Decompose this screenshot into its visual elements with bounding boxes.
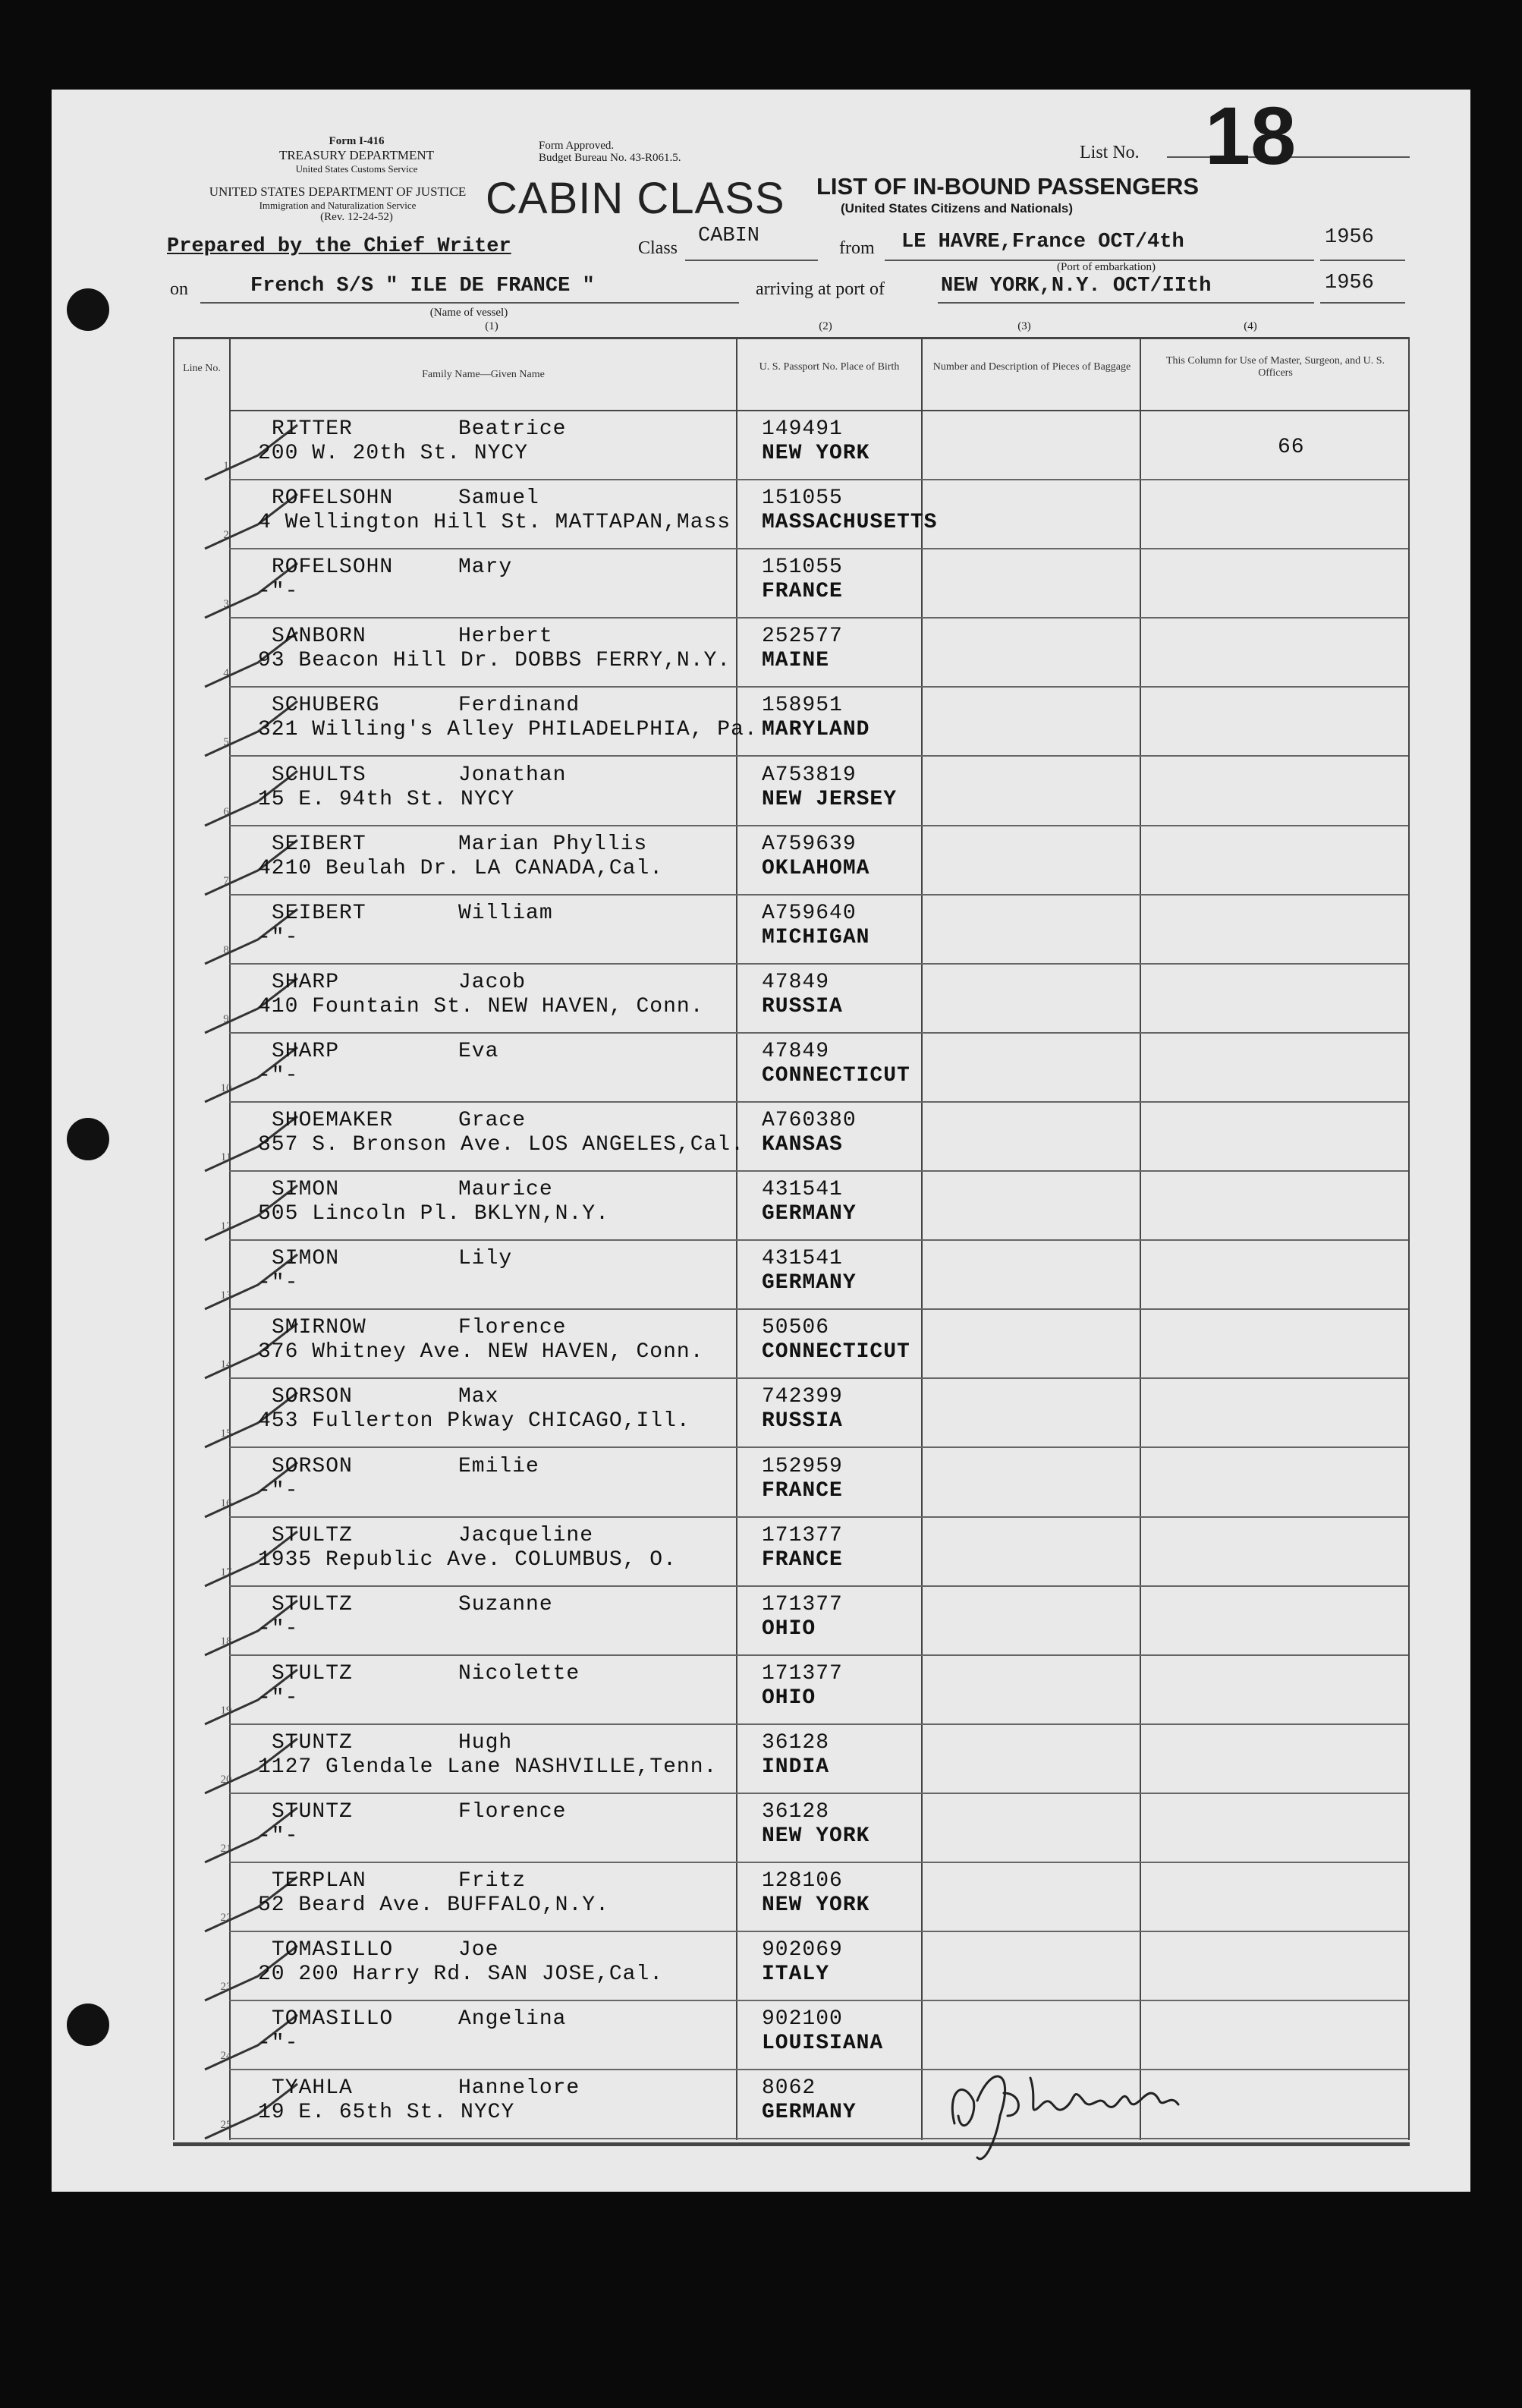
place-of-birth: RUSSIA (762, 994, 843, 1018)
place-of-birth: GERMANY (762, 1271, 857, 1295)
place-of-birth: CONNECTICUT (762, 1063, 910, 1088)
passport-number: 152959 (762, 1454, 843, 1478)
place-of-birth: RUSSIA (762, 1409, 843, 1434)
punch-hole (67, 288, 109, 331)
place-of-birth: CONNECTICUT (762, 1340, 910, 1365)
line-number: 23 (220, 1981, 232, 1994)
address: 321 Willing's Alley PHILADELPHIA, Pa. (258, 718, 758, 742)
line-number: 16 (220, 1497, 232, 1509)
family-name: SHARP (272, 1039, 340, 1063)
table-row (52, 1587, 1470, 1657)
class-label: Class (638, 238, 678, 258)
passport-number: A753819 (762, 763, 857, 787)
passport-number: 902100 (762, 2007, 843, 2032)
line-number: 2 (223, 529, 229, 542)
given-name: Emilie (458, 1454, 539, 1478)
on-label: on (170, 279, 188, 299)
given-name: Nicolette (458, 1661, 580, 1686)
passport-number: 171377 (762, 1661, 843, 1686)
family-name: SHOEMAKER (272, 1109, 394, 1132)
address: 4 Wellington Hill St. MATTAPAN,Mass (258, 511, 731, 535)
line-number: 10 (220, 1081, 232, 1094)
family-name: STUNTZ (272, 1800, 353, 1824)
family-name: SEIBERT (272, 832, 366, 856)
dept-immigration: Immigration and Naturalization Service (259, 200, 417, 211)
table-row (52, 896, 1470, 965)
place-of-birth: OHIO (762, 1686, 816, 1710)
given-name: Eva (458, 1039, 499, 1063)
col-num-1: (1) (485, 320, 498, 332)
table-row (52, 1518, 1470, 1588)
line-number: 15 (220, 1427, 232, 1440)
passport-number: 171377 (762, 1523, 843, 1547)
given-name: Lily (458, 1247, 513, 1271)
table-row (52, 1310, 1470, 1380)
table-row (52, 1794, 1470, 1864)
table-row (52, 965, 1470, 1034)
table-row (52, 619, 1470, 688)
line-number: 18 (220, 1635, 232, 1648)
given-name: Herbert (458, 625, 553, 649)
table-row (52, 1932, 1470, 2002)
address: 52 Beard Ave. BUFFALO,N.Y. (258, 1893, 609, 1918)
line-number: 13 (220, 1289, 232, 1302)
address: -"- (258, 925, 299, 949)
given-name: Jacob (458, 970, 527, 994)
address: 19 E. 65th St. NYCY (258, 2101, 515, 2125)
table-row (52, 2001, 1470, 2071)
family-name: SIMON (272, 1178, 340, 1202)
address: 4210 Beulah Dr. LA CANADA,Cal. (258, 856, 664, 880)
address: 376 Whitney Ave. NEW HAVEN, Conn. (258, 1340, 704, 1365)
table-bottom-rule (173, 2145, 1410, 2146)
table-row (52, 1103, 1470, 1173)
arrival-year: 1956 (1325, 272, 1374, 294)
passport-number: 158951 (762, 694, 843, 718)
dept-justice: UNITED STATES DEPARTMENT OF JUSTICE (209, 184, 467, 199)
list-title: LIST OF IN-BOUND PASSENGERS (816, 173, 1200, 200)
line-number: 12 (220, 1220, 232, 1233)
family-name: RITTER (272, 417, 353, 441)
place-of-birth: NEW JERSEY (762, 787, 898, 811)
table-row (52, 1449, 1470, 1519)
place-of-birth: INDIA (762, 1755, 830, 1779)
place-of-birth: MAINE (762, 649, 830, 673)
address: -"- (258, 1063, 299, 1088)
place-of-birth: KANSAS (762, 1133, 843, 1157)
table-row (52, 411, 1470, 481)
line-number: 20 (220, 1773, 232, 1786)
family-name: STULTZ (272, 1592, 353, 1616)
class-value: CABIN (698, 225, 760, 247)
family-name: ROFELSOHN (272, 556, 394, 580)
header-baggage: Number and Description of Pieces of Baggage (932, 361, 1131, 373)
address: 93 Beacon Hill Dr. DOBBS FERRY,N.Y. (258, 649, 731, 673)
given-name: Grace (458, 1109, 527, 1132)
header-name: Family Name—Given Name (422, 369, 545, 380)
list-no-label: List No. (1080, 143, 1140, 162)
family-name: SORSON (272, 1385, 353, 1409)
row-rule (229, 2138, 1408, 2139)
place-of-birth: NEW YORK (762, 442, 870, 465)
class-line (685, 260, 818, 261)
passport-number: 171377 (762, 1592, 843, 1616)
table-row (52, 2070, 1470, 2140)
given-name: Florence (458, 1800, 567, 1824)
table-row (52, 757, 1470, 827)
place-of-birth: ITALY (762, 1963, 830, 1987)
list-subtitle: (United States Citizens and Nationals) (841, 201, 1074, 216)
place-of-birth: GERMANY (762, 2101, 857, 2125)
passport-number: 50506 (762, 1316, 830, 1340)
place-of-birth: LOUISIANA (762, 2032, 884, 2056)
address: 15 E. 94th St. NYCY (258, 787, 515, 811)
passport-number: A759639 (762, 832, 857, 856)
passport-number: 128106 (762, 1869, 843, 1893)
address: 410 Fountain St. NEW HAVEN, Conn. (258, 994, 704, 1018)
place-of-birth: OHIO (762, 1616, 816, 1641)
family-name: ROFELSOHN (272, 486, 394, 511)
passport-number: 431541 (762, 1178, 843, 1202)
header-officers: This Column for Use of Master, Surgeon, and U. S. Officers (1165, 355, 1385, 379)
address: -"- (258, 1271, 299, 1295)
col-num-4: (4) (1244, 320, 1257, 332)
given-name: Jacqueline (458, 1523, 594, 1547)
line-number: 8 (223, 943, 229, 956)
year2-line (1320, 302, 1405, 304)
line-number: 6 (223, 805, 229, 818)
line-number: 14 (220, 1358, 232, 1371)
year1-line (1320, 260, 1405, 261)
passport-number: A759640 (762, 901, 857, 925)
form-approved: Form Approved. (539, 140, 615, 152)
table-row (52, 1863, 1470, 1933)
family-name: SHARP (272, 970, 340, 994)
family-name: SMIRNOW (272, 1316, 366, 1340)
address: -"- (258, 2032, 299, 2056)
table-row (52, 1172, 1470, 1242)
table-row (52, 1725, 1470, 1795)
family-name: SCHUBERG (272, 694, 380, 718)
address: 857 S. Bronson Ave. LOS ANGELES,Cal. (258, 1133, 744, 1157)
table-row (52, 1241, 1470, 1311)
family-name: TOMASILLO (272, 2007, 394, 2032)
signature (932, 2032, 1220, 2169)
header-passport: U. S. Passport No. Place of Birth (759, 361, 900, 373)
address: -"- (258, 1616, 299, 1641)
family-name: STULTZ (272, 1661, 353, 1686)
passenger-rows (52, 411, 1470, 2140)
vessel-note: (Name of vessel) (429, 307, 508, 319)
passport-number: 47849 (762, 1039, 830, 1063)
line-number: 22 (220, 1912, 232, 1925)
given-name: Hugh (458, 1730, 513, 1755)
address: -"- (258, 580, 299, 604)
line-number: 9 (223, 1012, 229, 1025)
line-number: 25 (220, 2119, 232, 2132)
given-name: Beatrice (458, 417, 567, 441)
given-name: Mary (458, 556, 513, 580)
table-row (52, 1034, 1470, 1103)
place-of-birth: MICHIGAN (762, 925, 870, 949)
given-name: William (458, 901, 553, 925)
address: 453 Fullerton Pkway CHICAGO,Ill. (258, 1409, 690, 1434)
address: 200 W. 20th St. NYCY (258, 442, 529, 465)
family-name: SANBORN (272, 625, 366, 649)
address: 1935 Republic Ave. COLUMBUS, O. (258, 1547, 677, 1572)
vessel-line (200, 302, 739, 304)
cabin-class-stamp: CABIN CLASS (486, 174, 785, 223)
family-name: TYAHLA (272, 2076, 353, 2101)
family-name: SORSON (272, 1454, 353, 1478)
given-name: Jonathan (458, 763, 567, 787)
embarkation-port: LE HAVRE,France OCT/4th (901, 231, 1184, 253)
arrival-port: NEW YORK,N.Y. OCT/IIth (941, 275, 1212, 297)
header-line-no: Line No. (183, 363, 221, 374)
address: 505 Lincoln Pl. BKLYN,N.Y. (258, 1202, 609, 1226)
line-number: 7 (223, 874, 229, 887)
given-name: Ferdinand (458, 694, 580, 718)
family-name: SEIBERT (272, 901, 366, 925)
line-number: 19 (220, 1704, 232, 1717)
family-name: TERPLAN (272, 1869, 366, 1893)
passport-number: 149491 (762, 417, 843, 441)
given-name: Angelina (458, 2007, 567, 2032)
budget-bureau: Budget Bureau No. 43-R061.5. (539, 152, 681, 164)
passport-number: 151055 (762, 486, 843, 511)
given-name: Max (458, 1385, 499, 1409)
table-row (52, 549, 1470, 619)
given-name: Suzanne (458, 1592, 553, 1616)
place-of-birth: MASSACHUSETTS (762, 511, 938, 535)
given-name: Samuel (458, 486, 539, 511)
place-of-birth: FRANCE (762, 580, 843, 604)
line-number: 11 (220, 1151, 232, 1163)
officer-note: 66 (1278, 436, 1305, 459)
dept-treasury: TREASURY DEPARTMENT (278, 148, 435, 162)
family-name: TOMASILLO (272, 1938, 394, 1963)
given-name: Maurice (458, 1178, 553, 1202)
form-revision: (Rev. 12-24-52) (320, 211, 393, 223)
table-row (52, 688, 1470, 757)
family-name: STULTZ (272, 1523, 353, 1547)
given-name: Florence (458, 1316, 567, 1340)
embark-year: 1956 (1325, 226, 1374, 249)
table-row (52, 826, 1470, 896)
list-number: 18 (1205, 90, 1297, 181)
prepared-by: Prepared by the Chief Writer (167, 235, 511, 258)
line-number: 17 (220, 1566, 232, 1579)
col-num-3: (3) (1017, 320, 1031, 332)
arriving-label: arriving at port of (756, 279, 885, 299)
place-of-birth: FRANCE (762, 1478, 843, 1503)
passport-number: 36128 (762, 1730, 830, 1755)
place-of-birth: NEW YORK (762, 1824, 870, 1848)
family-name: SCHULTS (272, 763, 366, 787)
given-name: Joe (458, 1938, 499, 1963)
line-number: 5 (223, 736, 229, 749)
passport-number: 902069 (762, 1938, 843, 1963)
place-of-birth: NEW YORK (762, 1893, 870, 1918)
passport-number: 431541 (762, 1247, 843, 1271)
passport-number: 47849 (762, 970, 830, 994)
place-of-birth: FRANCE (762, 1547, 843, 1572)
address: 20 200 Harry Rd. SAN JOSE,Cal. (258, 1963, 664, 1987)
given-name: Fritz (458, 1869, 527, 1893)
given-name: Hannelore (458, 2076, 580, 2101)
vessel-name: French S/S " ILE DE FRANCE " (250, 275, 595, 297)
manifest-page (52, 90, 1470, 2192)
passport-number: 36128 (762, 1800, 830, 1824)
passport-number: A760380 (762, 1109, 857, 1132)
line-number: 1 (223, 460, 229, 472)
family-name: SIMON (272, 1247, 340, 1271)
address: -"- (258, 1824, 299, 1848)
line-number: 4 (223, 667, 229, 680)
address: 1127 Glendale Lane NASHVILLE,Tenn. (258, 1755, 718, 1779)
line-number: 3 (223, 598, 229, 611)
family-name: STUNTZ (272, 1730, 353, 1755)
passport-number: 151055 (762, 556, 843, 580)
table-row (52, 1656, 1470, 1726)
table-row (52, 1379, 1470, 1449)
place-of-birth: OKLAHOMA (762, 856, 870, 880)
address: -"- (258, 1478, 299, 1503)
line-number: 24 (220, 2050, 232, 2063)
line-number: 21 (220, 1843, 232, 1855)
place-of-birth: GERMANY (762, 1202, 857, 1226)
port-embark-note: (Port of embarkation) (1057, 261, 1156, 273)
passport-number: 252577 (762, 625, 843, 649)
place-of-birth: MARYLAND (762, 718, 870, 742)
passport-number: 742399 (762, 1385, 843, 1409)
address: -"- (258, 1686, 299, 1710)
given-name: Marian Phyllis (458, 832, 648, 856)
from-label: from (839, 238, 875, 258)
arriving-line (938, 302, 1314, 304)
form-number: Form I-416 (329, 135, 385, 147)
col-num-2: (2) (819, 320, 832, 332)
passport-number: 8062 (762, 2076, 816, 2101)
dept-customs: United States Customs Service (295, 163, 418, 175)
table-row (52, 480, 1470, 550)
